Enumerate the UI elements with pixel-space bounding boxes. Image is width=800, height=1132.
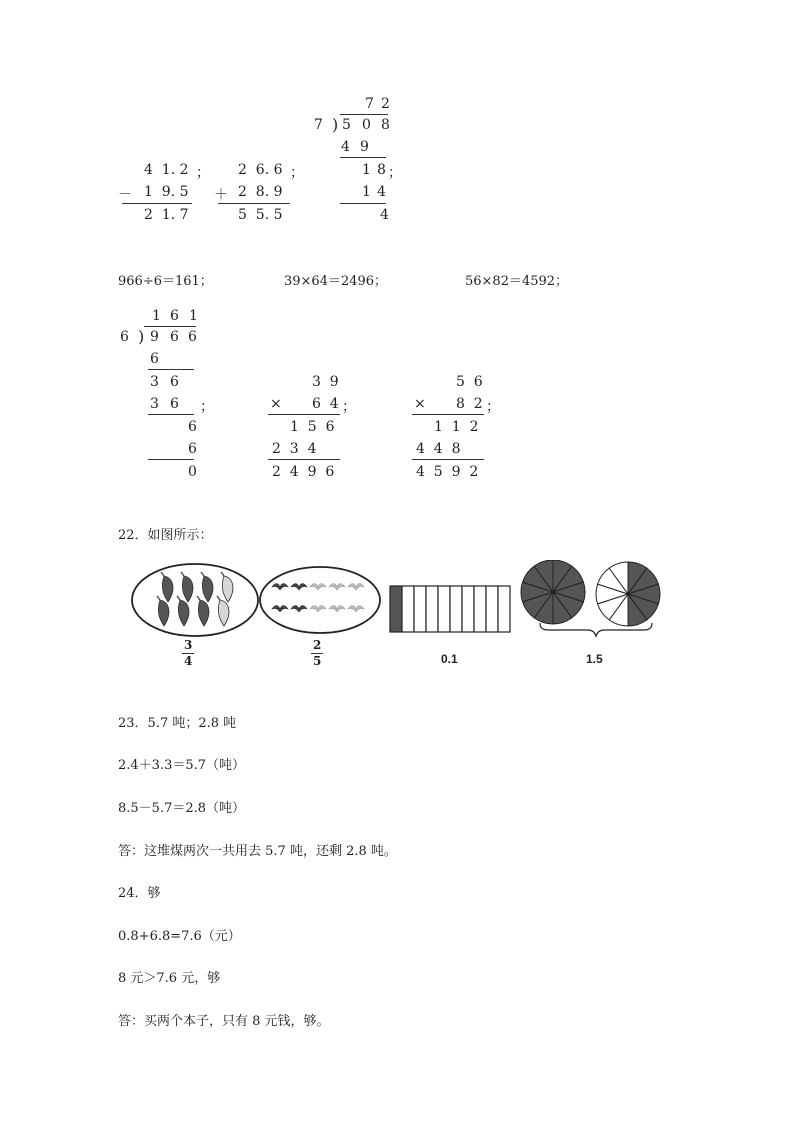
- product-line: [412, 459, 484, 460]
- pepper-icon: [182, 576, 193, 602]
- minus-sign: －: [118, 187, 132, 203]
- calculation-line: 8.5－5.7＝2.8（吨）: [118, 801, 246, 816]
- times-sign: ×: [414, 396, 426, 412]
- question-23-title: 23．5.7 吨；2.8 吨: [118, 716, 237, 731]
- step-digit: 4: [341, 139, 350, 155]
- minuend: 4 1. 2: [144, 162, 189, 178]
- tenth-cell: [462, 586, 474, 632]
- step-digit: 4: [377, 184, 386, 200]
- divisor: 7: [314, 117, 323, 133]
- dividend-digit: 6: [170, 329, 179, 345]
- quotient-digit: 1: [189, 308, 198, 324]
- pepper-icon: [218, 600, 229, 626]
- step-digit: 3: [150, 396, 159, 412]
- division-bar: [144, 326, 196, 327]
- tenth-cell: [438, 586, 450, 632]
- product-line: [268, 459, 340, 460]
- multiplier: 6 4: [312, 396, 339, 412]
- step-digit: 6: [150, 351, 159, 367]
- pepper-stem: [201, 572, 204, 576]
- pepper-stem: [197, 596, 200, 600]
- pepper-icon: [198, 600, 209, 626]
- pepper-icon: [202, 576, 213, 602]
- step-digit: 8: [377, 162, 386, 178]
- quotient-digit: 7: [365, 96, 374, 112]
- bird-icon: [272, 584, 288, 591]
- step-line: [148, 414, 194, 415]
- subtrahend: 1 9. 5: [144, 184, 189, 200]
- pepper-stem: [181, 572, 184, 576]
- dividend-digit: 5: [342, 117, 351, 133]
- remainder: 0: [188, 464, 197, 480]
- step-digit: 6: [188, 419, 197, 435]
- calculation-line: 2.4＋3.3＝5.7（吨）: [118, 758, 246, 773]
- fraction-numerator: 2: [313, 638, 322, 652]
- separator: ；: [342, 399, 356, 415]
- tenth-cell: [426, 586, 438, 632]
- step-digit: 1: [362, 184, 371, 200]
- bird-icon: [348, 606, 364, 613]
- question-22-title: 22．如图所示：: [118, 528, 213, 543]
- equation: 56×82＝4592；: [465, 274, 569, 289]
- pepper-stem: [177, 596, 180, 600]
- plus-sign: ＋: [214, 187, 228, 203]
- pepper-icon: [222, 576, 233, 602]
- calculation-line: 0.8+6.8=7.6（元）: [118, 929, 241, 944]
- partial-product: 2 3 4: [272, 441, 317, 457]
- quotient-digit: 2: [381, 96, 390, 112]
- multiplicand: 3 9: [312, 374, 339, 390]
- separator: ；: [388, 165, 402, 181]
- separator: ；: [196, 165, 210, 181]
- separator: ；: [200, 399, 214, 415]
- dividend-digit: 9: [150, 329, 159, 345]
- bird-icon: [348, 584, 364, 591]
- step-digit: 6: [170, 396, 179, 412]
- tenths-bar-figure: [389, 585, 513, 633]
- separator: ；: [486, 399, 500, 415]
- separator: ；: [290, 165, 304, 181]
- bird-icon: [272, 606, 288, 613]
- partial-product: 4 4 8: [416, 441, 461, 457]
- question-24-title: 24．够: [118, 886, 161, 901]
- step-line: [340, 203, 386, 204]
- pepper-ellipse-figure: [130, 562, 260, 638]
- fraction-denominator: 4: [184, 654, 193, 668]
- sum: 5 5. 5: [238, 207, 283, 223]
- pepper-icon: [162, 576, 173, 602]
- tenth-cell: [450, 586, 462, 632]
- step-line: [148, 369, 194, 370]
- difference: 2 1. 7: [144, 207, 189, 223]
- product-line: [268, 414, 340, 415]
- tenth-cell: [414, 586, 426, 632]
- product: 2 4 9 6: [272, 464, 335, 480]
- multiplier: 8 2: [456, 396, 483, 412]
- step-digit: 1: [362, 162, 371, 178]
- bird-icon: [329, 584, 345, 591]
- figure-label: 0.1: [441, 652, 458, 666]
- calculation-line: 8 元＞7.6 元，够: [118, 971, 221, 986]
- step-line: [340, 157, 386, 158]
- step-digit: 9: [360, 139, 369, 155]
- answer-line: 答：这堆煤两次一共用去 5.7 吨，还剩 2.8 吨。: [118, 844, 397, 859]
- tenth-cell: [474, 586, 486, 632]
- tenth-cell: [486, 586, 498, 632]
- product-line: [412, 414, 484, 415]
- addend: 2 6. 6: [238, 162, 283, 178]
- figure-label: 1.5: [586, 652, 603, 666]
- times-sign: ×: [270, 396, 282, 412]
- pepper-stem: [217, 596, 220, 600]
- dividend-digit: 6: [188, 329, 197, 345]
- division-bracket: ): [332, 115, 339, 134]
- division-bar: [340, 114, 388, 115]
- quotient-digit: 1: [152, 308, 161, 324]
- partial-product: 1 1 2: [434, 419, 479, 435]
- multiplicand: 5 6: [456, 374, 483, 390]
- bird-icon: [329, 606, 345, 613]
- answer-line: 答：买两个本子，只有 8 元钱，够。: [118, 1014, 330, 1029]
- result-line: [122, 203, 192, 204]
- equation: 966÷6＝161；: [118, 274, 213, 289]
- tenth-cell: [498, 586, 510, 632]
- fraction-denominator: 5: [313, 654, 322, 668]
- tenth-cell: [390, 586, 402, 632]
- bird-ellipse-figure: [258, 565, 382, 635]
- remainder: 4: [380, 207, 389, 223]
- result-line: [218, 203, 290, 204]
- pepper-stem: [161, 572, 164, 576]
- bird-icon: [291, 584, 307, 591]
- step-digit: 6: [170, 374, 179, 390]
- dividend-digit: 8: [381, 117, 390, 133]
- pepper-stem: [157, 596, 160, 600]
- step-digit: 3: [150, 374, 159, 390]
- divisor: 6: [120, 329, 129, 345]
- step-digit: 6: [188, 441, 197, 457]
- pepper-icon: [178, 600, 189, 626]
- equation: 39×64＝2496；: [284, 274, 388, 289]
- tenth-cell: [402, 586, 414, 632]
- division-bracket: ): [138, 327, 145, 346]
- fraction-numerator: 3: [184, 638, 193, 652]
- pepper-stem: [221, 572, 224, 576]
- dividend-digit: 0: [362, 117, 371, 133]
- bird-icon: [291, 606, 307, 613]
- addend: 2 8. 9: [238, 184, 283, 200]
- quotient-digit: 6: [170, 308, 179, 324]
- pepper-icon: [158, 600, 169, 626]
- circles-figure: [516, 560, 672, 642]
- product: 4 5 9 2: [416, 464, 479, 480]
- partial-product: 1 5 6: [290, 419, 335, 435]
- bird-icon: [310, 584, 326, 591]
- bird-icon: [310, 606, 326, 613]
- step-line: [148, 459, 194, 460]
